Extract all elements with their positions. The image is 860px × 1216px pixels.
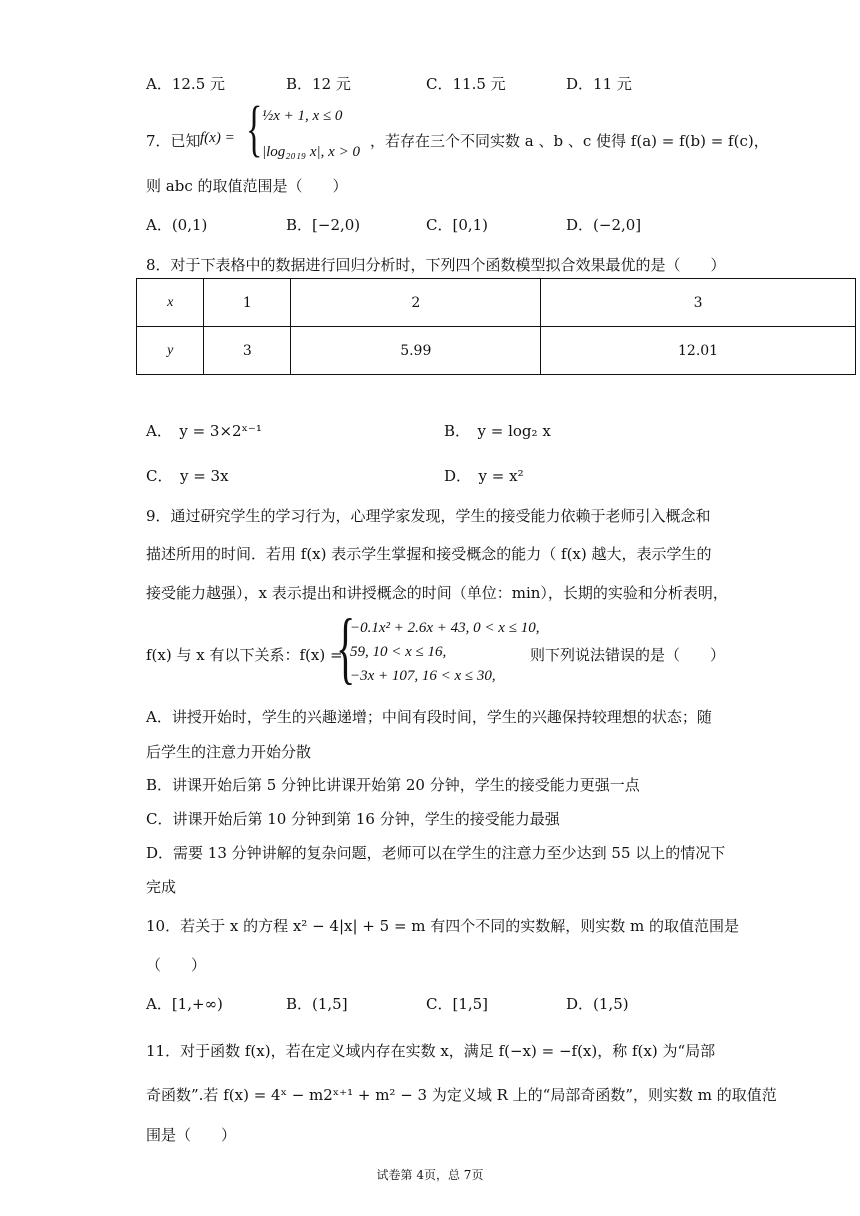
q9-relation-prefix: f(x) 与 x 有以下关系：f(x) = bbox=[146, 646, 343, 664]
q8-option-d[interactable]: D． y = x² bbox=[444, 467, 524, 485]
q7-brace: { bbox=[246, 95, 263, 163]
q11-line2: 奇函数”.若 f(x) = 4ˣ − m2ˣ⁺¹ + m² − 3 为定义域 R 上的“局部奇函数”，则实数 m 的取值范 bbox=[146, 1086, 777, 1104]
q7-option-c[interactable]: C．[0,1) bbox=[426, 216, 489, 234]
q10-line1: 10．若关于 x 的方程 x² − 4|x| + 5 = m 有四个不同的实数解，则实数 m 的取值范围是 bbox=[146, 917, 740, 935]
q8-data-table bbox=[136, 278, 856, 375]
q9-option-d[interactable]: D．需要 13 分钟讲解的复杂问题，老师可以在学生的注意力至少达到 55 以上的情况下 bbox=[146, 844, 726, 862]
q8-option-a[interactable]: A． y = 3×2ˣ⁻¹ bbox=[146, 422, 262, 440]
q8-option-b[interactable]: B． y = log₂ x bbox=[444, 422, 551, 440]
q8-stem: 8．对于下表格中的数据进行回归分析时，下列四个函数模型拟合效果最优的是（ ） bbox=[146, 256, 726, 274]
q9-option-d-cont: 完成 bbox=[146, 878, 177, 896]
q9-piece1: −0.1x² + 2.6x + 43, 0 < x ≤ 10, bbox=[350, 620, 540, 636]
table-cell: x bbox=[137, 279, 204, 327]
table-row bbox=[137, 279, 856, 327]
q6-option-d[interactable]: D．11 元 bbox=[566, 75, 632, 93]
q6-option-b[interactable]: B．12 元 bbox=[286, 75, 351, 93]
table-cell: 12.01 bbox=[541, 327, 856, 375]
q7-piece2: |log₂₀₁₉ x|, x > 0 bbox=[262, 144, 360, 160]
q7-suffix: ，若存在三个不同实数 a 、b 、c 使得 f(a) = f(b) = f(c)， bbox=[370, 132, 769, 150]
q7-options bbox=[146, 214, 706, 235]
q7-prefix: 7．已知 bbox=[146, 132, 201, 150]
q10-options bbox=[146, 993, 706, 1014]
q7-option-d[interactable]: D．(−2,0] bbox=[566, 216, 642, 234]
q7-option-b[interactable]: B．[−2,0) bbox=[286, 216, 361, 234]
q10-line2: （ ） bbox=[146, 956, 207, 974]
q9-line1: 9．通过研究学生的学习行为，心理学家发现，学生的接受能力依赖于老师引入概念和 bbox=[146, 507, 711, 525]
q9-option-a[interactable]: A．讲授开始时，学生的兴趣递增；中间有段时间，学生的兴趣保持较理想的状态；随 bbox=[146, 708, 712, 726]
q10-option-b[interactable]: B．(1,5] bbox=[286, 995, 348, 1013]
q6-option-a[interactable]: A．12.5 元 bbox=[146, 75, 225, 93]
q7-fx: f(x) = bbox=[200, 130, 235, 146]
q9-relation-suffix: 则下列说法错误的是（ ） bbox=[530, 646, 726, 664]
table-cell: 1 bbox=[204, 279, 291, 327]
table-cell: y bbox=[137, 327, 204, 375]
q10-option-a[interactable]: A．[1,+∞) bbox=[146, 995, 223, 1013]
q7-line2: 则 abc 的取值范围是（ ） bbox=[146, 177, 348, 195]
q6-option-c[interactable]: C．11.5 元 bbox=[426, 75, 506, 93]
q7-piece1: ½x + 1, x ≤ 0 bbox=[262, 108, 343, 124]
table-row bbox=[137, 327, 856, 375]
q7-option-a[interactable]: A．(0,1) bbox=[146, 216, 208, 234]
q9-brace: { bbox=[336, 604, 356, 692]
q9-piece3: −3x + 107, 16 < x ≤ 30, bbox=[350, 668, 496, 684]
q6-options bbox=[146, 73, 706, 94]
table-cell: 5.99 bbox=[291, 327, 541, 375]
q10-option-c[interactable]: C．[1,5] bbox=[426, 995, 489, 1013]
table-cell: 3 bbox=[541, 279, 856, 327]
q9-option-a-cont: 后学生的注意力开始分散 bbox=[146, 743, 312, 761]
table-cell: 2 bbox=[291, 279, 541, 327]
q9-option-b[interactable]: B．讲课开始后第 5 分钟比讲课开始第 20 分钟，学生的接受能力更强一点 bbox=[146, 776, 640, 794]
q10-option-d[interactable]: D．(1,5) bbox=[566, 995, 629, 1013]
page-footer: 试卷第 4页，总 7页 bbox=[376, 1168, 484, 1182]
q11-line1: 11．对于函数 f(x)，若在定义域内存在实数 x，满足 f(−x) = −f(x)，称 f(x) 为“局部 bbox=[146, 1042, 716, 1060]
table-cell: 3 bbox=[204, 327, 291, 375]
q9-line2: 描述所用的时间．若用 f(x) 表示学生掌握和接受概念的能力（ f(x) 越大，表示学生的 bbox=[146, 545, 712, 563]
q8-option-c[interactable]: C． y = 3x bbox=[146, 467, 229, 485]
q11-line3: 围是（ ） bbox=[146, 1126, 237, 1144]
q9-option-c[interactable]: C．讲课开始后第 10 分钟到第 16 分钟，学生的接受能力最强 bbox=[146, 810, 560, 828]
q9-piece2: 59, 10 < x ≤ 16, bbox=[350, 644, 447, 660]
q9-line3: 接受能力越强），x 表示提出和讲授概念的时间（单位：min），长期的实验和分析表明， bbox=[146, 584, 728, 602]
